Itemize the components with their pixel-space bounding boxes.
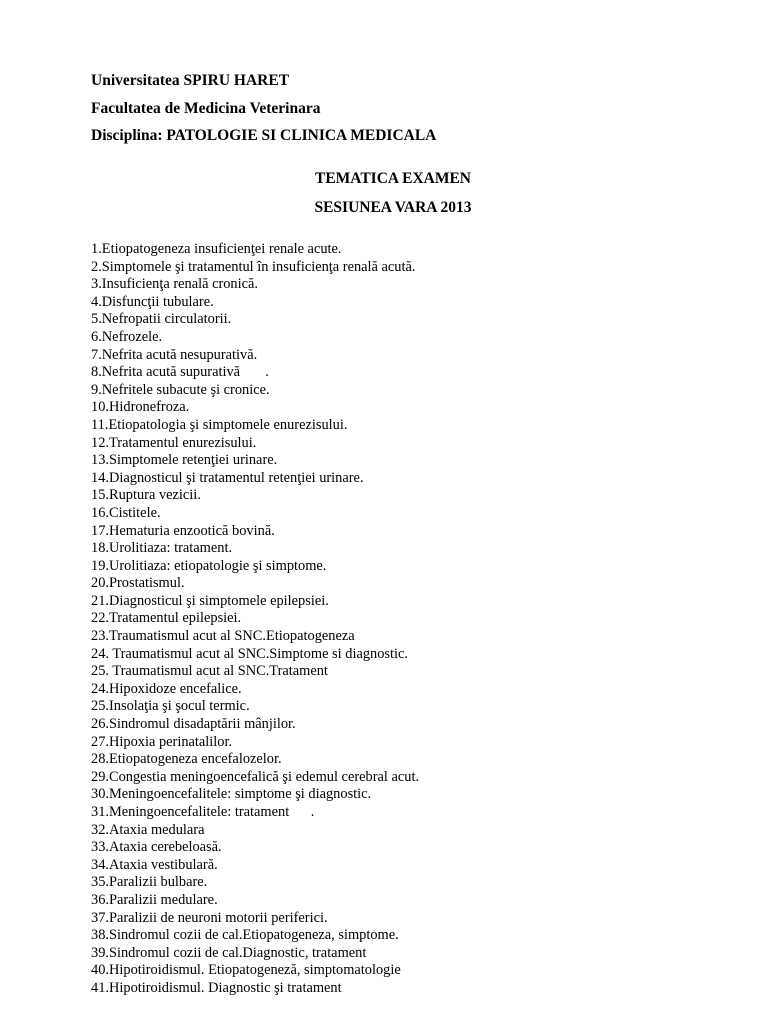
topic-item: 20.Prostatismul. — [91, 575, 185, 592]
topic-item: 29.Congestia meningoencefalică şi edemul cerebral acut. — [91, 768, 420, 785]
topic-item: 2.Simptomele şi tratamentul în insuficienţa renală acută. — [91, 258, 416, 275]
topic-item: 14.Diagnosticul şi tratamentul retenţiei urinare. — [91, 469, 364, 486]
topic-item: 24. Traumatismul acut al SNC.Simptome si diagnostic. — [91, 645, 408, 662]
topic-item: 37.Paralizii de neuroni motorii periferici. — [91, 909, 328, 926]
faculty-name: Facultatea de Medicina Veterinara — [91, 99, 321, 117]
topic-item: 9.Nefritele subacute şi cronice. — [91, 381, 270, 398]
topic-item: 27.Hipoxia perinatalilor. — [91, 733, 233, 750]
topic-item: 8.Nefrita acută supurativă . — [91, 364, 269, 381]
document-header — [91, 72, 691, 155]
topic-item: 3.Insuficienţa renală cronică. — [91, 276, 259, 293]
topic-item: 33.Ataxia cerebeloasă. — [91, 839, 222, 856]
topic-item: 25.Insolaţia şi şocul termic. — [91, 698, 250, 715]
topic-item: 17.Hematuria enzootică bovină. — [91, 522, 275, 539]
topic-item: 31.Meningoencefalitele: tratament . — [91, 804, 315, 820]
document-title — [0, 170, 768, 228]
topic-item: 24.Hipoxidoze encefalice. — [91, 680, 242, 697]
topic-item: 28.Etiopatogeneza encefalozelor. — [91, 751, 282, 768]
topic-item: 7.Nefrita acută nesupurativă. — [91, 346, 258, 363]
topic-item: 11.Etiopatologia şi simptomele enurezisului. — [91, 416, 348, 433]
topic-item: 5.Nefropatii circulatorii. — [91, 311, 232, 328]
topic-item: 15.Ruptura vezicii. — [91, 487, 201, 504]
topic-item: 21.Diagnosticul şi simptomele epilepsiei. — [91, 592, 329, 609]
topic-item: 38.Sindromul cozii de cal.Etiopatogeneza, simptome. — [91, 927, 399, 944]
discipline-name: Disciplina: PATOLOGIE SI CLINICA MEDICALA — [91, 127, 437, 144]
topic-item: 25. Traumatismul acut al SNC.Tratament — [91, 663, 328, 680]
topic-list — [91, 241, 711, 998]
topic-item: 26.Sindromul disadaptării mânjilor. — [91, 716, 296, 733]
topic-item: 36.Paralizii medulare. — [91, 891, 218, 908]
topic-item: 35.Paralizii bulbare. — [91, 874, 208, 891]
topic-item: 30.Meningoencefalitele: simptome şi diagnostic. — [91, 786, 372, 803]
topic-item: 41.Hipotiroidismul. Diagnostic şi tratament — [91, 979, 342, 996]
topic-item: 1.Etiopatogeneza insuficienţei renale acute. — [91, 241, 342, 257]
topic-item: 13.Simptomele retenţiei urinare. — [91, 452, 278, 469]
topic-item: 22.Tratamentul epilepsiei. — [91, 610, 242, 627]
exam-title: TEMATICA EXAMEN — [314, 170, 471, 187]
topic-item: 39.Sindromul cozii de cal.Diagnostic, tratament — [91, 944, 367, 961]
topic-item: 16.Cistitele. — [91, 504, 161, 521]
topic-item: 19.Urolitiaza: etiopatologie şi simptome. — [91, 557, 327, 574]
topic-item: 10.Hidronefroza. — [91, 399, 190, 416]
topic-item: 4.Disfuncţii tubulare. — [91, 293, 214, 310]
topic-item: 6.Nefrozele. — [91, 328, 163, 345]
session-title: SESIUNEA VARA 2013 — [314, 199, 472, 216]
topic-item: 34.Ataxia vestibulară. — [91, 856, 218, 873]
topic-item: 40.Hipotiroidismul. Etiopatogeneză, simptomatologie — [91, 962, 401, 979]
university-name: Universitatea SPIRU HARET — [91, 72, 290, 89]
topic-item: 32.Ataxia medulara — [91, 821, 205, 838]
topic-item: 23.Traumatismul acut al SNC.Etiopatogeneza — [91, 628, 355, 645]
topic-item: 12.Tratamentul enurezisului. — [91, 434, 257, 451]
topic-item: 18.Urolitiaza: tratament. — [91, 540, 233, 557]
